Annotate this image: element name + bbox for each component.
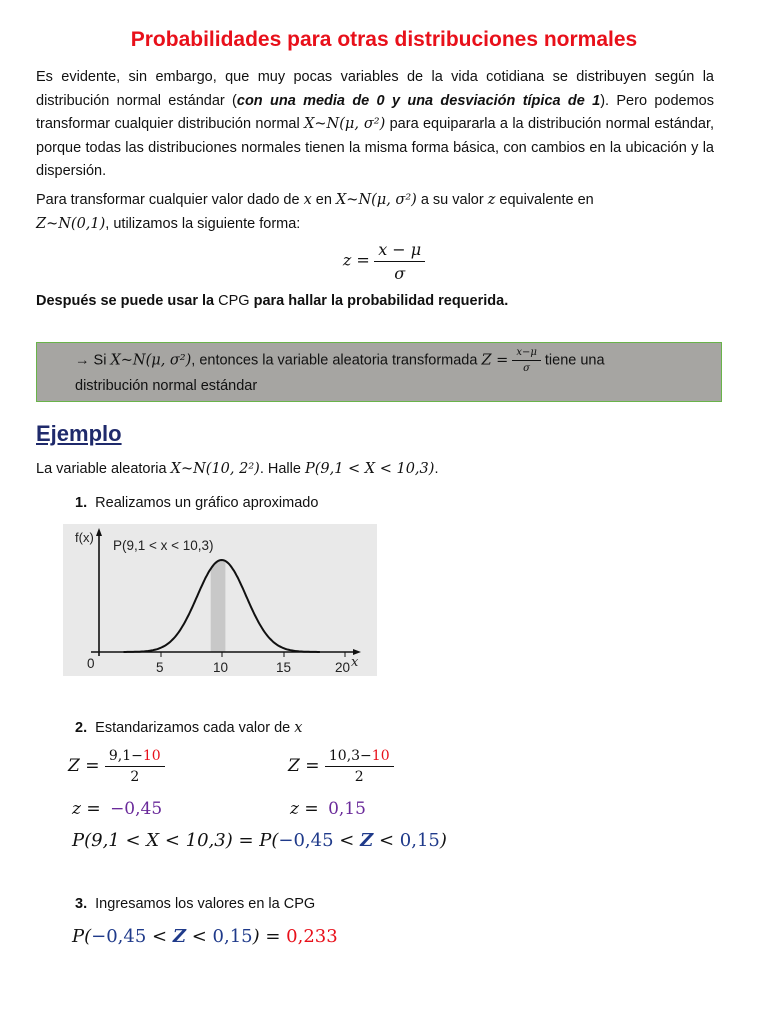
- probability-result: 0,233: [286, 926, 338, 947]
- right-z-result: [290, 799, 366, 819]
- step-2: [75, 720, 302, 736]
- right-z-calculation: [288, 748, 394, 785]
- math-expression: X~N(μ, σ²): [304, 116, 386, 132]
- example-text: La variable aleatoria: [36, 461, 171, 477]
- calc-mean: 10: [371, 748, 390, 764]
- eq-value: 0,15: [399, 830, 440, 851]
- step-number: 1.: [75, 495, 88, 511]
- example-text: . Halle: [259, 461, 305, 477]
- example-text: .: [434, 461, 439, 477]
- eq-text: <: [373, 830, 400, 851]
- eq-text: <: [333, 830, 361, 851]
- math-expression: X~N(10, 2²): [170, 461, 260, 477]
- step-text: Estandarizamos cada valor de: [95, 720, 295, 736]
- calc-denominator: 2: [354, 769, 364, 785]
- math-x: x: [303, 192, 312, 208]
- box-text: , entonces la variable aleatoria transformada: [191, 352, 482, 369]
- calc-numerator: 10,3−: [328, 748, 372, 764]
- transform-paragraph: [36, 188, 714, 236]
- transform-text: Para transformar cualquier valor dado de: [36, 192, 304, 208]
- intro-text: ). Pero podemos transformar cualquier distribución normal: [36, 92, 714, 132]
- region-annotation: P(9,1 < x < 10,3): [113, 538, 214, 553]
- eq-text: P(9,1 < X < 10,3) = P(: [72, 830, 279, 851]
- box-arrow-text: → Si: [75, 352, 111, 369]
- tick-label: 20: [335, 660, 351, 675]
- box-text: tiene una: [544, 352, 605, 369]
- page-title: Probabilidades para otras distribuciones normales: [130, 28, 638, 51]
- calc-lhs: Z =: [68, 756, 100, 776]
- normal-curve-graph: [63, 524, 377, 676]
- box-text: distribución normal estándar: [75, 378, 258, 394]
- eq-value: 0,15: [212, 926, 253, 947]
- eq-text: P(: [72, 926, 92, 947]
- after-paragraph: [36, 290, 714, 314]
- calc-mean: 10: [142, 748, 161, 764]
- formula-fraction: [374, 240, 425, 283]
- final-result: [72, 926, 338, 947]
- step-1: [75, 495, 318, 511]
- tick-label: 15: [276, 660, 292, 675]
- z-formula: [0, 240, 768, 283]
- math-x: x: [294, 720, 303, 736]
- z-label: z =: [290, 799, 319, 819]
- math-expression: Z~N(0,1): [36, 216, 106, 232]
- step-3: [75, 896, 315, 912]
- formula-denominator: σ: [394, 264, 406, 283]
- intro-emphasis: con una media de 0 y una desviación típica de 1: [236, 92, 601, 109]
- z-value: 0,15: [328, 799, 366, 819]
- example-statement: [36, 461, 438, 477]
- transform-text: en: [311, 192, 336, 208]
- graph-svg: [63, 524, 377, 676]
- eq-variable: Z: [360, 830, 374, 851]
- box-fraction: [512, 347, 541, 374]
- eq-variable: Z: [172, 926, 186, 947]
- left-z-result: [72, 799, 162, 819]
- after-text: para hallar la probabilidad requerida.: [249, 293, 509, 309]
- intro-text: Es evidente, sin embargo, que muy pocas variables de la vida cotidiana se distribuyen según la distribución normal estándar (: [36, 69, 714, 109]
- box-formula-lhs: Z =: [481, 352, 509, 369]
- formula-lhs: z =: [342, 250, 370, 270]
- eq-text: <: [185, 926, 213, 947]
- calc-lhs: Z =: [288, 756, 320, 776]
- transform-text: equivalente en: [495, 192, 594, 208]
- math-expression: X~N(μ, σ²): [335, 192, 417, 208]
- eq-value: −0,45: [91, 926, 147, 947]
- shaded-probability-region: [211, 560, 226, 652]
- cpg-label: CPG: [283, 896, 316, 912]
- eq-text: ) =: [252, 926, 287, 947]
- tick-label: 0: [87, 656, 95, 671]
- highlight-box: [36, 342, 722, 402]
- eq-value: −0,45: [278, 830, 334, 851]
- box-numerator: x−μ: [512, 347, 541, 361]
- calc-denominator: 2: [130, 769, 140, 785]
- calc-fraction: [105, 748, 165, 785]
- transform-text: a su valor: [416, 192, 488, 208]
- box-denominator: σ: [523, 363, 530, 374]
- cpg-label: CPG: [218, 293, 250, 309]
- z-value: −0,45: [110, 799, 163, 819]
- z-label: z =: [72, 799, 101, 819]
- after-text: Después se puede usar la: [36, 293, 219, 309]
- left-z-calculation: [68, 748, 165, 785]
- math-probability: P(9,1 < X < 10,3): [304, 461, 435, 477]
- y-axis-arrow-icon: [96, 528, 102, 536]
- step-text: Realizamos un gráfico aproximado: [95, 495, 319, 511]
- step-text: Ingresamos los valores en la: [95, 896, 284, 912]
- formula-numerator: x − μ: [374, 240, 425, 262]
- intro-paragraph: [36, 66, 714, 184]
- math-expression: X~N(μ, σ²): [110, 352, 192, 369]
- x-axis-label: x: [351, 655, 359, 670]
- eq-text: ): [439, 830, 447, 851]
- eq-text: <: [146, 926, 173, 947]
- math-z: z: [487, 192, 496, 208]
- intro-text: para equipararla a la distribución normal estándar, porque todas las distribuciones normales tienen la misma forma básica, con cambios en la ubicación y la dispersión.: [36, 116, 715, 179]
- calc-fraction: [325, 748, 394, 785]
- calc-numerator: 9,1−: [108, 748, 143, 764]
- y-axis-label: f(x): [75, 530, 94, 545]
- tick-label: 10: [213, 660, 229, 675]
- step-number: 2.: [75, 720, 88, 736]
- step-number: 3.: [75, 896, 88, 912]
- example-heading: Ejemplo: [36, 421, 122, 446]
- transform-text: , utilizamos la siguiente forma:: [105, 216, 301, 232]
- probability-equivalence: [72, 830, 447, 851]
- tick-label: 5: [156, 660, 164, 675]
